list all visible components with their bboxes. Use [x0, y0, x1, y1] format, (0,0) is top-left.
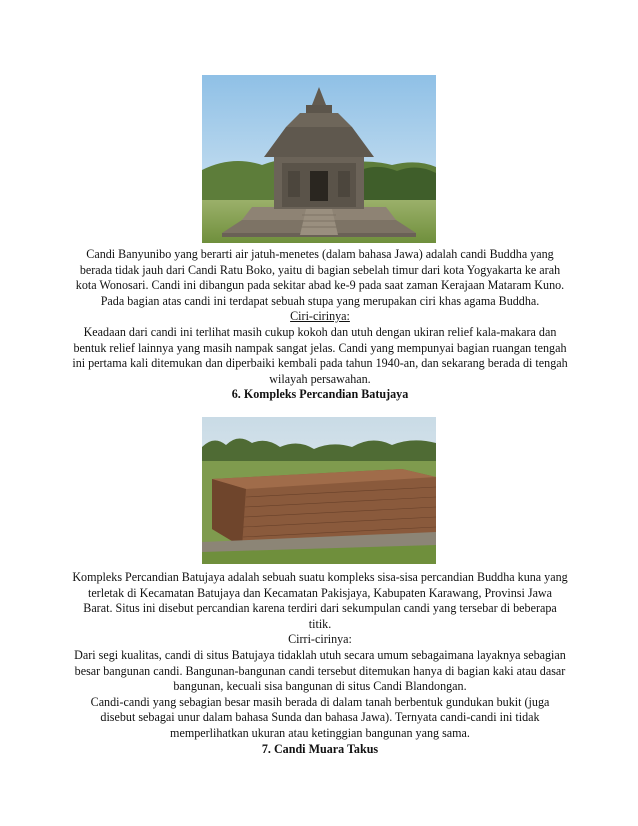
candi-banyunibo-photo: [202, 75, 436, 243]
batujaya-traits-1: Dari segi kualitas, candi di situs Batujaya tidaklah utuh secara umum sebagaimana layaknya sebagian besar bangunan candi. Bangunan-bangunan candi tersebut ditemukan hanya di bagian kaki atau dasar bangunan, kecuali sisa bangunan di situs Candi Blandongan.: [74, 647, 566, 694]
banyunibo-traits-heading: Ciri-cirinya:: [290, 309, 350, 324]
section1-text: [72, 247, 568, 403]
batujaya-description: Kompleks Percandian Batujaya adalah sebuah suatu kompleks sisa-sisa percandian Buddha kuna yang terletak di Kecamatan Batujaya dan Kecamatan Pakisjaya, Kabupaten Karawang, Provinsi Jawa Barat. Situs ini disebut percandian karena terdiri dari sekumpulan candi yang tersebar di beberapa titik.: [72, 570, 568, 631]
banyunibo-traits: Keadaan dari candi ini terlihat masih cukup kokoh dan utuh dengan ukiran relief kala-makara dan bentuk relief lainnya yang masih nampak sangat jelas. Candi yang mempunyai bagian ruangan tengah ini pertama kali ditemukan dan diperbaiki kembali pada tahun 1940-an, dan sekarang berada di tengah wilayah persawahan.: [72, 324, 568, 386]
batujaya-heading: 6. Kompleks Percandian Batujaya: [231, 387, 409, 402]
banyunibo-description: Candi Banyunibo yang berarti air jatuh-menetes (dalam bahasa Jawa) adalah candi Buddha yang berada tidak jauh dari Candi Ratu Boko, yaitu di bagian sebelah timur dari kota Yogyakarta ke arah kota Wonosari. Candi ini dibangun pada sekitar abad ke-9 pada saat zaman Kerajaan Mataram Kuno. Pada bagian atas candi ini terdapat sebuah stupa yang merupakan ciri khas agama Buddha.: [75, 247, 565, 308]
muara-takus-heading: 7. Candi Muara Takus: [261, 741, 379, 756]
batujaya-complex-photo: [202, 417, 436, 564]
batujaya-traits-2: Candi-candi yang sebagian besar masih berada di dalam tanah berbentuk gundukan bukit (juga disebut sebagai unur dalam bahasa Sunda dan bahasa Jawa). Ternyata candi-candi ini tidak memperlihatkan ukuran atau ketinggian bangunan yang sama.: [90, 694, 550, 740]
batujaya-traits-heading: Cirri-cirinya:: [288, 632, 352, 647]
section2-text: [72, 570, 568, 757]
